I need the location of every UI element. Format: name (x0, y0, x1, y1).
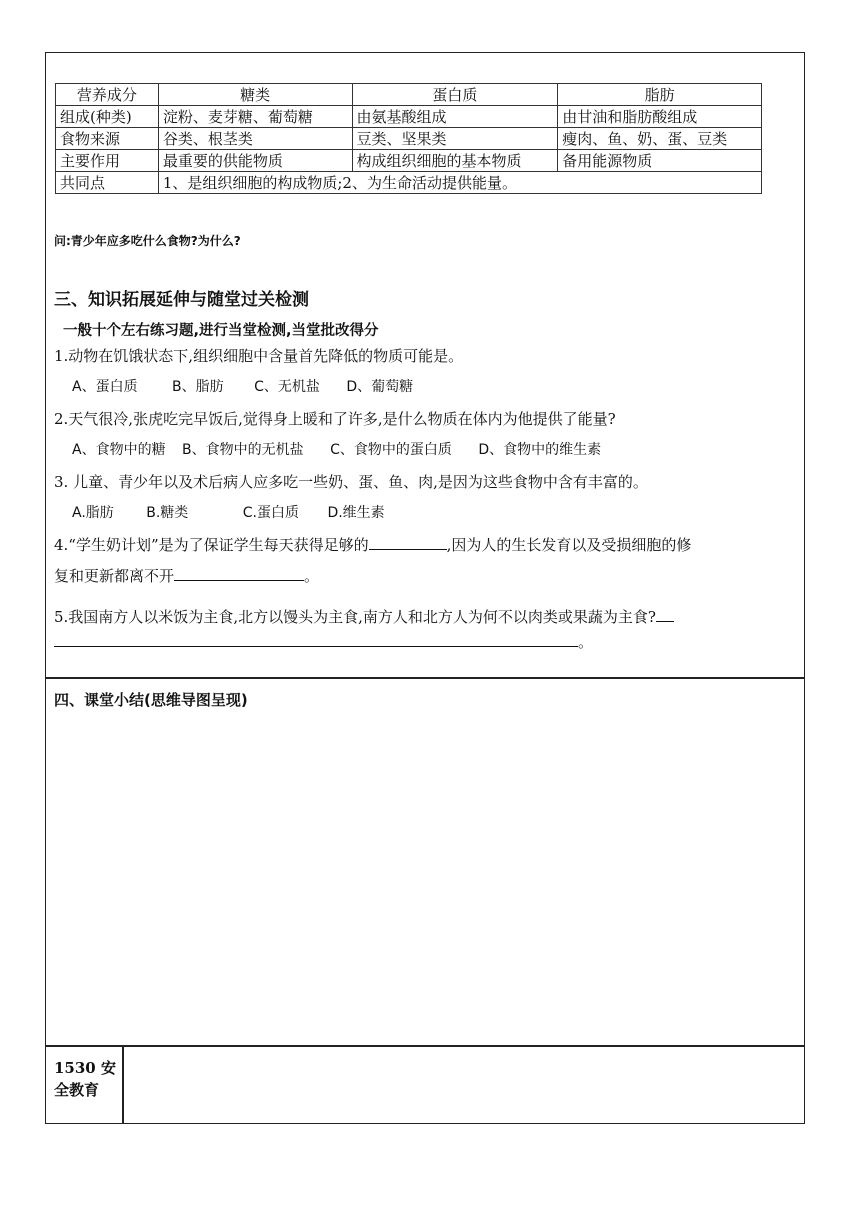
option: C、无机盐 (254, 379, 320, 395)
answer-blank[interactable] (656, 607, 674, 622)
question-5-text: 。 (578, 633, 594, 651)
table-header-row (56, 84, 762, 106)
table-header-cell: 脂肪 (558, 84, 762, 106)
table-row (56, 106, 762, 128)
option: C、食物中的蛋白质 (330, 442, 452, 458)
safety-label-line: 全教育 (54, 1081, 100, 1099)
table-cell: 由甘油和脂肪酸组成 (558, 106, 762, 128)
question-4-text: 。 (304, 567, 320, 585)
table-cell: 最重要的供能物质 (158, 150, 352, 172)
question-3: 3. 儿童、青少年以及术后病人应多吃一些奶、蛋、鱼、肉,是因为这些食物中含有丰富的。 (54, 473, 648, 491)
table-cell: 组成(种类) (56, 106, 159, 128)
question-1: 1.动物在饥饿状态下,组织细胞中含量首先降低的物质可能是。 (54, 347, 464, 365)
question-4-line-2 (54, 565, 319, 586)
question-3-options (72, 502, 385, 522)
safety-label (46, 1047, 124, 1123)
section-summary (46, 679, 804, 1047)
section-4-title: 四、课堂小结(思维导图呈现) (54, 691, 248, 709)
table-header-cell: 蛋白质 (352, 84, 558, 106)
table-row-common (56, 172, 762, 194)
question-4-line-1 (54, 534, 691, 555)
table-cell: 淀粉、麦芽糖、葡萄糖 (158, 106, 352, 128)
answer-blank[interactable] (54, 632, 578, 647)
option: D、葡萄糖 (346, 379, 414, 395)
nutrition-table (55, 83, 762, 194)
option: A.脂肪 (72, 505, 114, 521)
table-cell: 食物来源 (56, 128, 159, 150)
section-content (46, 53, 804, 679)
table-cell: 豆类、坚果类 (352, 128, 558, 150)
table-cell: 谷类、根茎类 (158, 128, 352, 150)
table-cell: 由氨基酸组成 (352, 106, 558, 128)
section-safety (46, 1047, 804, 1123)
option: A、蛋白质 (72, 379, 138, 395)
table-header-cell: 营养成分 (56, 84, 159, 106)
option: B、食物中的无机盐 (182, 442, 304, 458)
option: C.蛋白质 (242, 505, 299, 521)
section-3-title: 三、知识拓展延伸与随堂过关检测 (54, 290, 309, 310)
question-1-options (72, 376, 413, 396)
worksheet-frame (45, 52, 805, 1124)
answer-blank[interactable] (369, 535, 447, 550)
safety-label-line: 1530 安 (54, 1059, 116, 1077)
section-3-subtitle: 一般十个左右练习题,进行当堂检测,当堂批改得分 (63, 323, 379, 339)
question-2-options (72, 439, 601, 459)
question-4-text: 4.“学生奶计划”是为了保证学生每天获得足够的 (54, 536, 369, 554)
option: A、食物中的糖 (72, 442, 166, 458)
answer-blank[interactable] (174, 566, 304, 581)
table-cell: 备用能源物质 (558, 150, 762, 172)
option: B、脂肪 (172, 379, 224, 395)
question-5-line-1 (54, 606, 674, 627)
table-cell: 共同点 (56, 172, 159, 194)
option: B.糖类 (146, 505, 189, 521)
question-2: 2.天气很冷,张虎吃完早饭后,觉得身上暖和了许多,是什么物质在体内为他提供了能量? (54, 410, 616, 428)
table-cell-common: 1、是组织细胞的构成物质;2、为生命活动提供能量。 (158, 172, 761, 194)
table-cell: 构成组织细胞的基本物质 (352, 150, 558, 172)
table-cell: 主要作用 (56, 150, 159, 172)
table-cell: 瘦肉、鱼、奶、蛋、豆类 (558, 128, 762, 150)
question-4-text: 复和更新都离不开 (54, 567, 175, 585)
option: D.维生素 (327, 505, 385, 521)
question-5-line-2 (54, 631, 593, 652)
table-header-cell: 糖类 (158, 84, 352, 106)
question-4-text: ,因为人的生长发育以及受损细胞的修 (446, 536, 692, 554)
question-5-text: 5.我国南方人以米饭为主食,北方以馒头为主食,南方人和北方人为何不以肉类或果蔬为主食? (54, 608, 656, 626)
table-row (56, 150, 762, 172)
discussion-question: 问:青少年应多吃什么食物?为什么? (54, 234, 241, 248)
option: D、食物中的维生素 (478, 442, 602, 458)
table-row (56, 128, 762, 150)
